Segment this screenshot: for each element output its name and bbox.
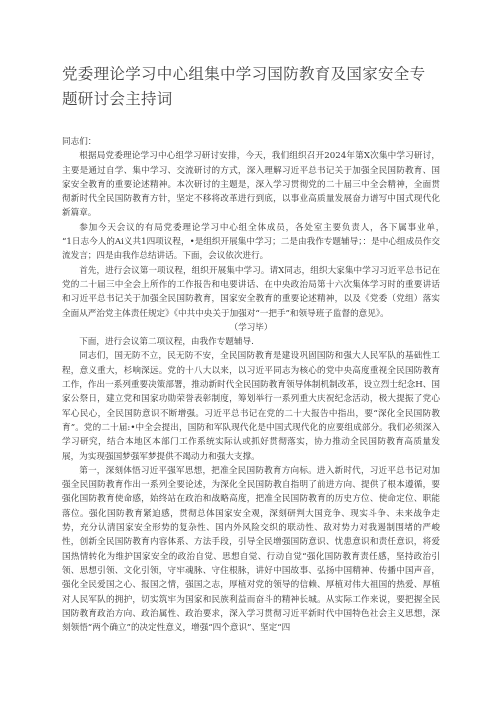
body-paragraph: 第一，深刻体悟习近平强军思想，把准全民国防教育方向标。进入新时代，习近平总书记对加强全民国防教育作出一系列全要论述，为深化全民国防教自指明了前进方向、提供了根本遵循，要强化国防教育使命感，始终站在政治和战略高度，把准全民国防教育的历史方位、使命定位、职能落位。强化国防教育紧迫感，贯彻总体国家安全观，深刻研判大国竞争、现实斗争、未来战争走势，充分认清国家安全形势的复杂性、国内外风险交织的联动性、敌对势力对我遏制围堵的严峻性，创新全民国防教育内容体系、方法手段，引导全民增强国防意识、忧患意识和责任意识，将爱国热情转化为维护国家安全的政治自觉、思想自觉、行动自觉“强化国防教育责任感，坚持政治引领、思想引领、文化引领，守牢魂脉、守住根脉，讲好中国故事、弘扬中国精神、传播中国声音，强化全民爱国之心、报国之情，强国之志，厚植对党的领导的信赖、厚植对伟大祖国的热爱、厚植对人民军队的拥护，切实筑牢为国家和民族利益而奋斗的精神长城。从实际工作来说，要把握全民国防教育政治方向、政治属性、政治要求，深入学习贯彻习近平新时代中国特色社会主义思想，深刻领悟“两个确立”的决定性意义，增强“四个意识”、坚定“四 <box>62 465 440 634</box>
body-paragraph: 首先，进行会议第一项议程，组织开展集中学习。请X同志，组织大家集中学习习近平总书记在党的二十届三中全会上所作的工作报告和电要讲话、在中央政治局第十六次集体学习时的重要讲话和习近平总书记关于加强全民国防教育，国家安全教育的重要论述精神，以及《党委（党组）落实全面从严治党主体责任规定》《中共中央关于加强对“一把手”和领导班子监督的意见》。 <box>62 265 440 319</box>
document-body <box>62 135 475 635</box>
body-paragraph: 根据局党委理论学习中心组学习研讨安排，今天，我们组织召开2024年第X次集中学习研讨，主要是通过自学、集中学习、交流研讨的方式，深入理解习近平总书记关于加强全民国防教育、国家安全教育的重要论述精神。本次研讨的主题是，深入学习贯彻党的二十届三中全会精神，全面贯彻新时代全民国防教育方针，坚定不移将改革进行到底，以事业高质量发展奋力谱写中国式现代化新篇章。 <box>62 151 440 219</box>
document-title: 党委理论学习中心组集中学习国防教育及国家安全专题研讨会主持词 <box>62 65 426 108</box>
study-end-note: （学习毕） <box>229 322 273 333</box>
body-paragraph: 同志们，国无防不立，民无防不安，全民国防教育是建设巩固国防和强大人民军队的基础性工程，意义重大，杉响深远。党的十八大以来，以习近平同志为核心的党中央高度重视全民国防教育工作，作出一系列重要决策部署，推动新时代全民国防教育领导体制机制改革，设立烈士纪念H、国家公祭日，建立党和国家功勋荣誉表彰制度，筹划举行一系列重大庆祝纪念活动，极大提振了党心军心民心，全民国防意识不断增强。习近平总书记在党的二十大报告中指出，要“深化全民国防教育”。党的二十届:•中全会提出，国防和军队现代化是中国式现代化的应要组成部分。我们必须深入学习研究，结合本地区本部门工作系统实际认或抓好贯彻落实，协力推动全民国防教育高质量发展，为实现强国梦强军梦提供不竭动力和强大支撑。 <box>62 351 440 462</box>
body-paragraph: 参加今天会议的有局党委理论学习中心组全体成员，各处室主要负责人，各下属事业单， “1日志今人的Ai义共1四项议程，•是组织开展集中学习；二是由我作专题辅导；：是中心组成员作交流发言；四是由我作总结讲话。下面，会议依次进行。 <box>62 222 475 262</box>
body-paragraph: 下面，进行会议第二项议程，由我作专题辅导. <box>79 337 254 348</box>
body-paragraph: 同志们： <box>62 137 97 147</box>
